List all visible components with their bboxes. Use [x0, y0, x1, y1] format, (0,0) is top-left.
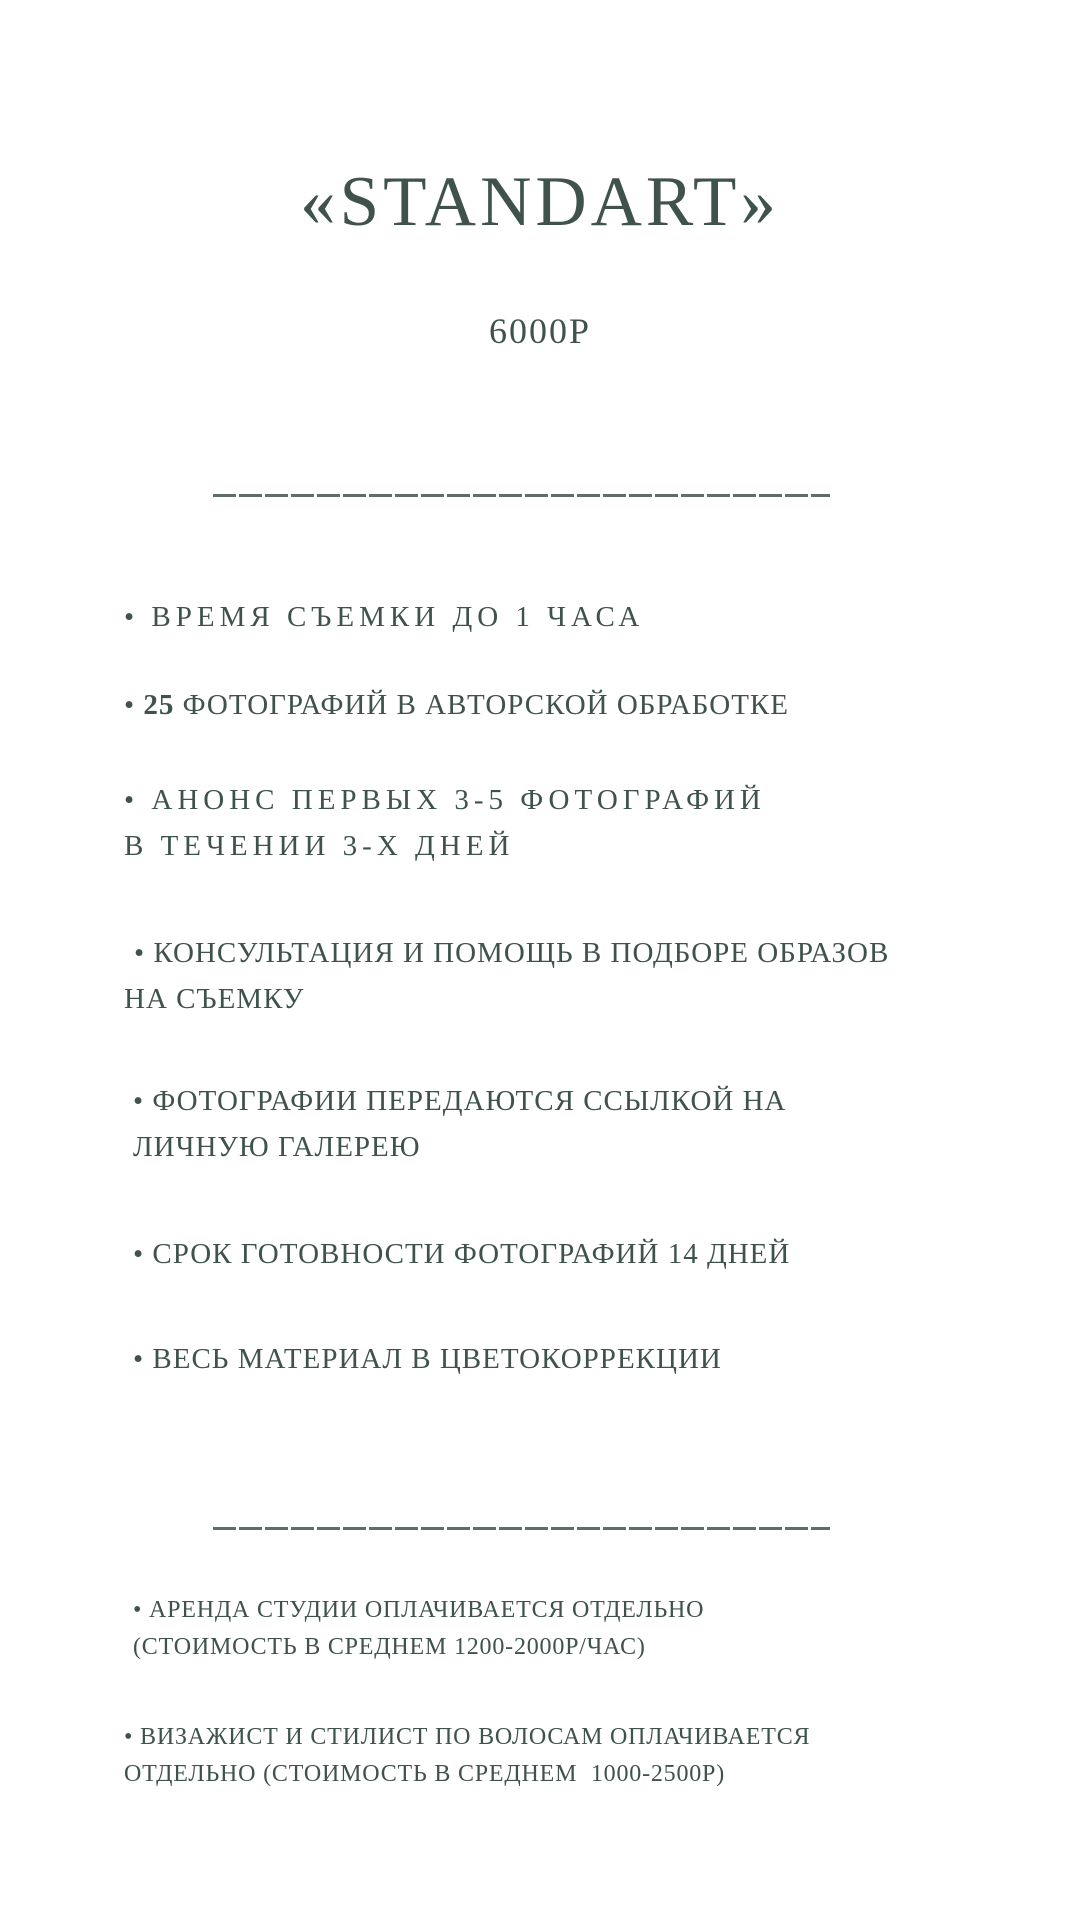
bullet-icon: • [124, 784, 140, 816]
feature-item-deadline [133, 1231, 790, 1277]
bullet-icon: • [124, 689, 136, 721]
note-makeup-stylist [124, 1719, 810, 1793]
package-title: «STANDART» [300, 163, 780, 241]
bullet-icon: • [133, 1238, 145, 1270]
feature-text-line2: НА СЪЕМКУ [124, 983, 305, 1015]
feature-text: СРОК ГОТОВНОСТИ ФОТОГРАФИЙ 14 ДНЕЙ [152, 1238, 791, 1270]
note-text-line2: (СТОИМОСТЬ В СРЕДНЕМ 1200-2000Р/ЧАС) [133, 1634, 646, 1660]
note-text-line1: АРЕНДА СТУДИИ ОПЛАЧИВАЕТСЯ ОТДЕЛЬНО [149, 1597, 705, 1623]
feature-item-color-correction [133, 1336, 722, 1382]
feature-count: 25 [143, 689, 175, 721]
feature-item-photo-count [124, 682, 789, 728]
bullet-icon: • [124, 1724, 134, 1750]
package-price: 6000Р [488, 311, 592, 351]
feature-item-shoot-time [124, 594, 644, 640]
bullet-icon: • [133, 1597, 143, 1623]
feature-text: ФОТОГРАФИЙ В АВТОРСКОЙ ОБРАБОТКЕ [182, 689, 789, 721]
bullet-icon: • [133, 1085, 145, 1117]
feature-text-line2: ЛИЧНУЮ ГАЛЕРЕЮ [133, 1131, 421, 1163]
note-text-line1: ВИЗАЖИСТ И СТИЛИСТ ПО ВОЛОСАМ ОПЛАЧИВАЕТСЯ [140, 1724, 811, 1750]
note-studio-rent [133, 1592, 704, 1666]
bullet-icon: • [124, 601, 140, 633]
bullet-icon: • [134, 937, 146, 969]
feature-item-gallery [133, 1078, 786, 1170]
feature-text-line2: В ТЕЧЕНИИ 3-Х ДНЕЙ [124, 830, 515, 862]
feature-text-line1: АНОНС ПЕРВЫХ 3-5 ФОТОГРАФИЙ [151, 784, 766, 816]
feature-text: ВРЕМЯ СЪЕМКИ ДО 1 ЧАСА [151, 601, 645, 633]
divider-bottom [213, 1527, 830, 1530]
divider-top [213, 494, 830, 497]
feature-text-line1: КОНСУЛЬТАЦИЯ И ПОМОЩЬ В ПОДБОРЕ ОБРАЗОВ [153, 937, 890, 969]
feature-text: ВЕСЬ МАТЕРИАЛ В ЦВЕТОКОРРЕКЦИИ [152, 1343, 722, 1375]
feature-item-consultation [124, 930, 889, 1022]
bullet-icon: • [133, 1343, 145, 1375]
feature-text-line1: ФОТОГРАФИИ ПЕРЕДАЮТСЯ ССЫЛКОЙ НА [152, 1085, 787, 1117]
feature-item-preview [124, 777, 766, 869]
note-text-line2: ОТДЕЛЬНО (СТОИМОСТЬ В СРЕДНЕМ 1000-2500Р) [124, 1761, 725, 1787]
